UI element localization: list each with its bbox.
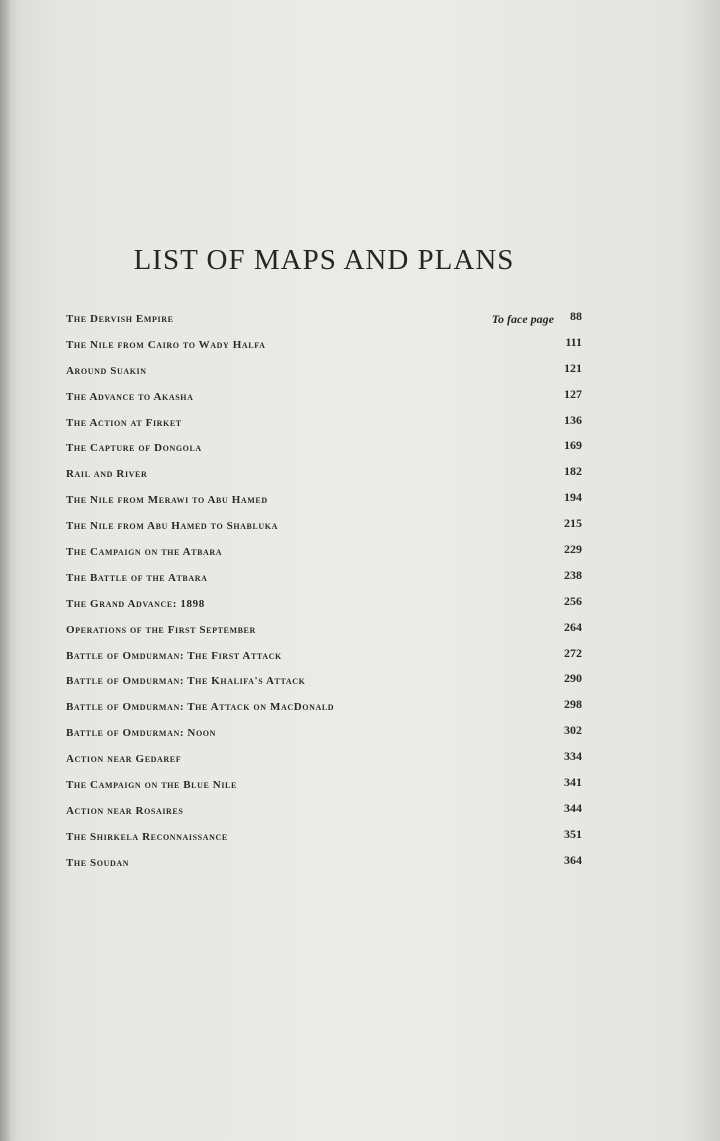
map-title: Operations of the First September: [66, 623, 256, 636]
list-item: [66, 772, 586, 798]
list-item: [66, 332, 586, 358]
list-item: [66, 410, 586, 436]
list-item: [66, 565, 586, 591]
page-number: 194: [564, 490, 582, 505]
map-title: The Action at Firket: [66, 416, 182, 429]
list-item: [66, 306, 586, 332]
list-item: [66, 668, 586, 694]
page-number: 238: [564, 567, 582, 582]
map-title: Action near Gedaref: [66, 753, 182, 766]
list-item: [66, 487, 586, 513]
maps-list: [66, 306, 586, 876]
map-title: The Battle of the Atbara: [66, 571, 208, 584]
page-number: 169: [564, 438, 582, 453]
to-face-page-label: To face page: [491, 312, 554, 326]
map-title: Battle of Omdurman: The Attack on MacDonald: [66, 701, 335, 714]
list-item: [66, 824, 586, 850]
map-title: Battle of Omdurman: The Khalifa's Attack: [66, 675, 306, 688]
list-item: [66, 358, 586, 384]
list-item: [66, 694, 586, 720]
page-number: 88: [570, 309, 582, 323]
list-item: [66, 798, 586, 824]
map-title: The Grand Advance: 1898: [66, 597, 205, 610]
page-number: 290: [564, 671, 582, 686]
page-number: 121: [564, 360, 582, 375]
list-item: [66, 435, 586, 461]
page-number: 215: [564, 516, 582, 531]
map-title: Action near Rosaires: [66, 804, 184, 817]
list-item: [66, 384, 586, 410]
map-title: Rail and River: [66, 468, 148, 481]
book-spine-shadow: [0, 0, 10, 1141]
page-number: 272: [564, 645, 582, 660]
list-item: [66, 591, 586, 617]
map-title: The Campaign on the Blue Nile: [66, 779, 237, 792]
list-item: [66, 513, 586, 539]
page-number: 341: [564, 775, 582, 790]
list-item: [66, 539, 586, 565]
map-title: Around Suakin: [66, 364, 147, 377]
map-title: The Capture of Dongola: [66, 442, 202, 455]
map-title: The Nile from Cairo to Wady Halfa: [66, 338, 266, 351]
map-title: The Dervish Empire: [66, 313, 174, 325]
page-number: 302: [564, 723, 582, 738]
page-number: 264: [564, 619, 582, 634]
page-title: LIST OF MAPS AND PLANS: [133, 244, 515, 276]
list-item: [66, 617, 586, 643]
page-number: 182: [564, 464, 582, 479]
map-title: The Campaign on the Atbara: [66, 546, 223, 559]
map-title: Battle of Omdurman: Noon: [66, 727, 216, 740]
map-title: Battle of Omdurman: The First Attack: [66, 649, 282, 662]
list-item: [66, 643, 586, 669]
map-title: The Nile from Abu Hamed to Shabluka: [66, 520, 278, 533]
list-item: [66, 850, 586, 876]
map-title: The Advance to Akasha: [66, 390, 194, 403]
page-number: 351: [564, 826, 582, 841]
list-item: [66, 720, 586, 746]
list-item: [66, 746, 586, 772]
page-number: 111: [565, 334, 582, 349]
list-item: [66, 461, 586, 487]
map-title: The Nile from Merawi to Abu Hamed: [66, 494, 268, 507]
map-title: The Soudan: [66, 856, 130, 869]
map-title: The Shirkela Reconnaissance: [66, 830, 228, 843]
page-number: 229: [564, 542, 582, 557]
page-number: 364: [564, 852, 582, 867]
page-number: 344: [564, 800, 582, 815]
page-number: 334: [564, 749, 582, 764]
page-number: 256: [564, 593, 582, 608]
page-number: 298: [564, 697, 582, 712]
page-number: 136: [564, 412, 582, 427]
page-number: 127: [564, 386, 582, 401]
